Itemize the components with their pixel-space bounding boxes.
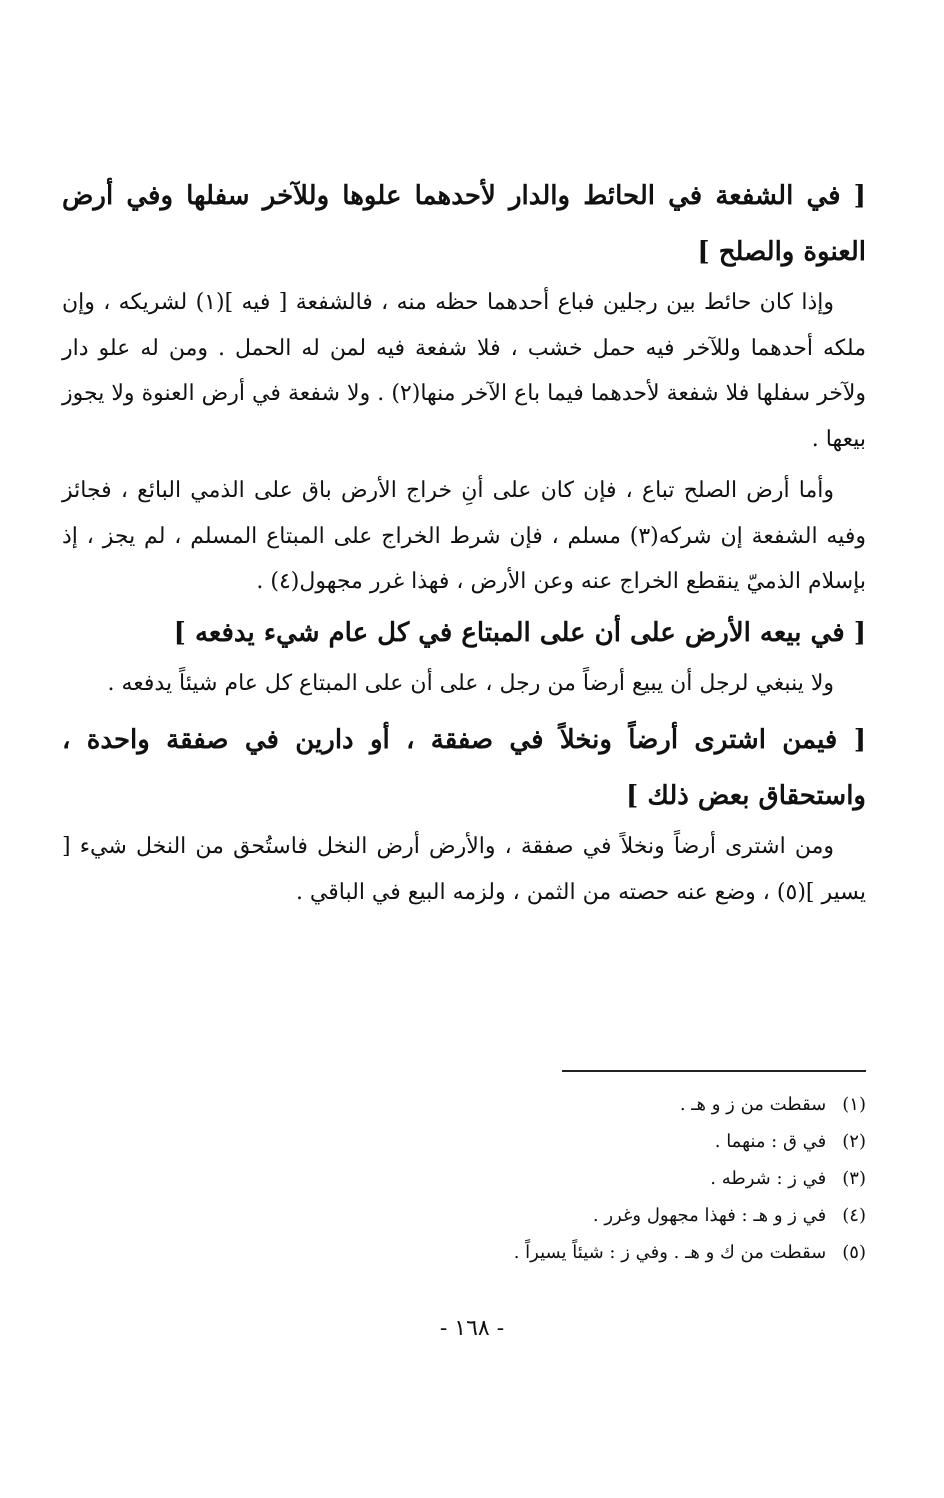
footnote-item: [300, 1234, 866, 1271]
footnote-divider: [562, 1070, 866, 1072]
paragraph-land-palms: ومن اشترى أرضاً ونخلاً في صفقة ، والأرض أرض النخل فاستُحق من النخل شيء [ يسير ](٥) ، وضع عنه حصته من الثمن ، ولزمه البيع في الباقي .: [62, 834, 866, 905]
footnote-text: سقطت من ز و هـ .: [679, 1094, 827, 1115]
footnote-item: [300, 1086, 866, 1123]
page-body: [62, 168, 866, 915]
paragraph-sulh-land: وأما أرض الصلح تباع ، فإن كان على أنِ خراج الأرض باق على الذمي البائع ، فجائز وفيه الشفعة إن شركه(٣) مسلم ، فإن شرط الخراج على المبتاع المسلم ، لم يجز ، إذ بإسلام الذميّ ينقطع الخراج عنه وعن الأرض ، فهذا غرر مجهول(٤) .: [62, 478, 866, 594]
footnote-text: في ق : منهما .: [714, 1131, 827, 1152]
footnote-text: سقطت من ك و هـ . وفي ز : شيئاً يسيراً .: [513, 1242, 827, 1263]
section-heading-land-sale-payment: [ في بيعه الأرض على أن على المبتاع في كل عام شيء يدفعه ]: [173, 617, 866, 648]
footnote-number: (١): [842, 1094, 866, 1115]
footnote-number: (٢): [842, 1131, 866, 1152]
paragraph-land-sale-payment: ولا ينبغي لرجل أن يبيع أرضاً من رجل ، على أن على المبتاع كل عام شيئاً يدفعه .: [107, 670, 834, 696]
paragraph-wall-shufa: وإذا كان حائط بين رجلين فباع أحدهما حظه منه ، فالشفعة [ فيه ](١) لشريكه ، وإن ملكه أحدهما وللآخر فيه حمل خشب ، فلا شفعة فيه لمن له الحمل . ومن له علو دار ولآخر سفلها فلا شفعة لأحدهما فيما باع الآخر منها(٢) . ولا شفعة في أرض العنوة ولا يجوز بيعها .: [62, 290, 866, 452]
footnote-text: في ز : شرطه .: [710, 1168, 827, 1189]
section-heading-shufa-wall: [ في الشفعة في الحائط والدار لأحدهما علوها وللآخر سفلها وفي أرض العنوة والصلح ]: [62, 181, 866, 267]
page-number: - ١٦٨ -: [439, 1316, 505, 1341]
footnote-item: [300, 1197, 866, 1234]
section-heading-land-palms: [ فيمن اشترى أرضاً ونخلاً في صفقة ، أو دارين في صفقة واحدة ، واستحقاق بعض ذلك ]: [62, 725, 866, 811]
footnotes: [300, 1086, 866, 1271]
footnote-number: (٥): [842, 1242, 866, 1263]
footnote-number: (٣): [842, 1168, 866, 1189]
footnote-text: في ز و هـ : فهذا مجهول وغرر .: [592, 1205, 827, 1226]
footnote-number: (٤): [842, 1205, 866, 1226]
footnote-item: [300, 1160, 866, 1197]
footnote-item: [300, 1123, 866, 1160]
